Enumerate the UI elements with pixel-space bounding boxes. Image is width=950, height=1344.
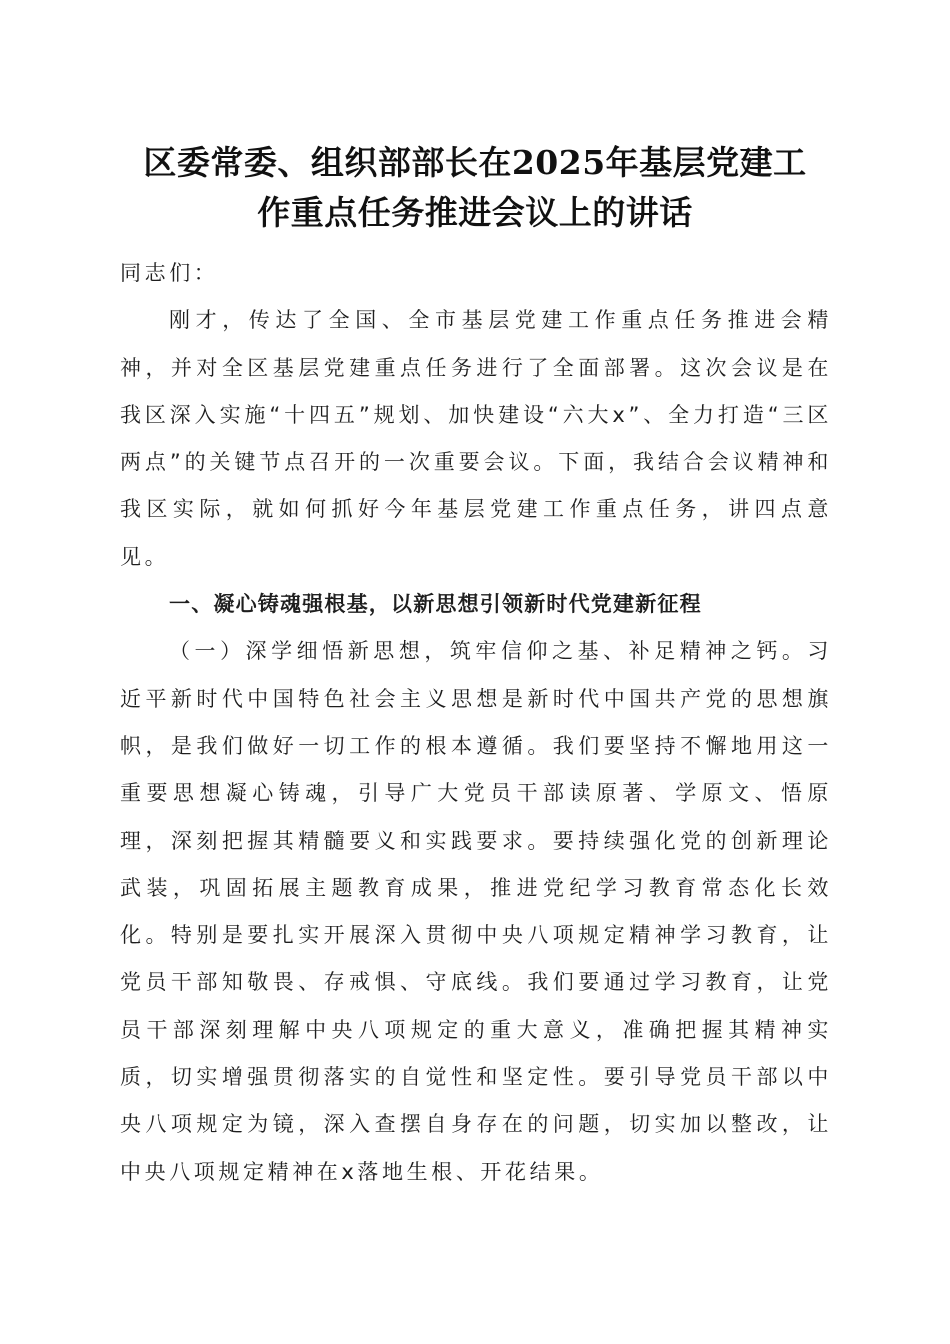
document-title: [100, 138, 850, 238]
paragraph-section-1: [120, 628, 832, 1196]
section-heading-1: 一、凝心铸魂强根基，以新思想引领新时代党建新征程: [169, 592, 702, 617]
paragraph-section-1-text: 习近平新时代中国特色社会主义思想是新时代中国共产党的思想旗帜，是我们做好一切工作的根本遵循。我们要坚持不懈地用这一重要思想凝心铸魂，引导广大党员干部读原著、学原文、悟原理，深刻把握其精髓要义和实践要求。要持续强化党的创新理论武装，巩固拓展主题教育成果，推进党纪学习教育常态化长效化。特别是要扎实开展深入贯彻中央八项规定精神学习教育，让党员干部知敬畏、存戒惧、守底线。我们要通过学习教育，让党员干部深刻理解中央八项规定的重大意义，准确把握其精神实质，切实增强贯彻落实的自觉性和坚定性。要引导党员干部以中央八项规定为镜，深入查摆自身存在的问题，切实加以整改，让中央八项规定精神在x落地生根、开花结果。: [120, 639, 832, 1184]
greeting: 同志们：: [120, 261, 219, 285]
paragraph-intro: 刚才，传达了全国、全市基层党建工作重点任务推进会精神，并对全区基层党建重点任务进行了全面部署。这次会议是在我区深入实施“十四五”规划、加快建设“六大x”、全力打造“三区两点”的关键节点召开的一次重要会议。下面，我结合会议精神和我区实际，就如何抓好今年基层党建工作重点任务，讲四点意见。: [120, 308, 832, 569]
title-line-1: 区委常委、组织部部长在2025年基层党建工: [143, 143, 807, 182]
document-body: [120, 250, 832, 1196]
title-line-2: 作重点任务推进会议上的讲话: [257, 193, 693, 232]
subsection-heading-1: （一）深学细悟新思想，筑牢信仰之基、补足精神之钙。: [169, 639, 808, 664]
